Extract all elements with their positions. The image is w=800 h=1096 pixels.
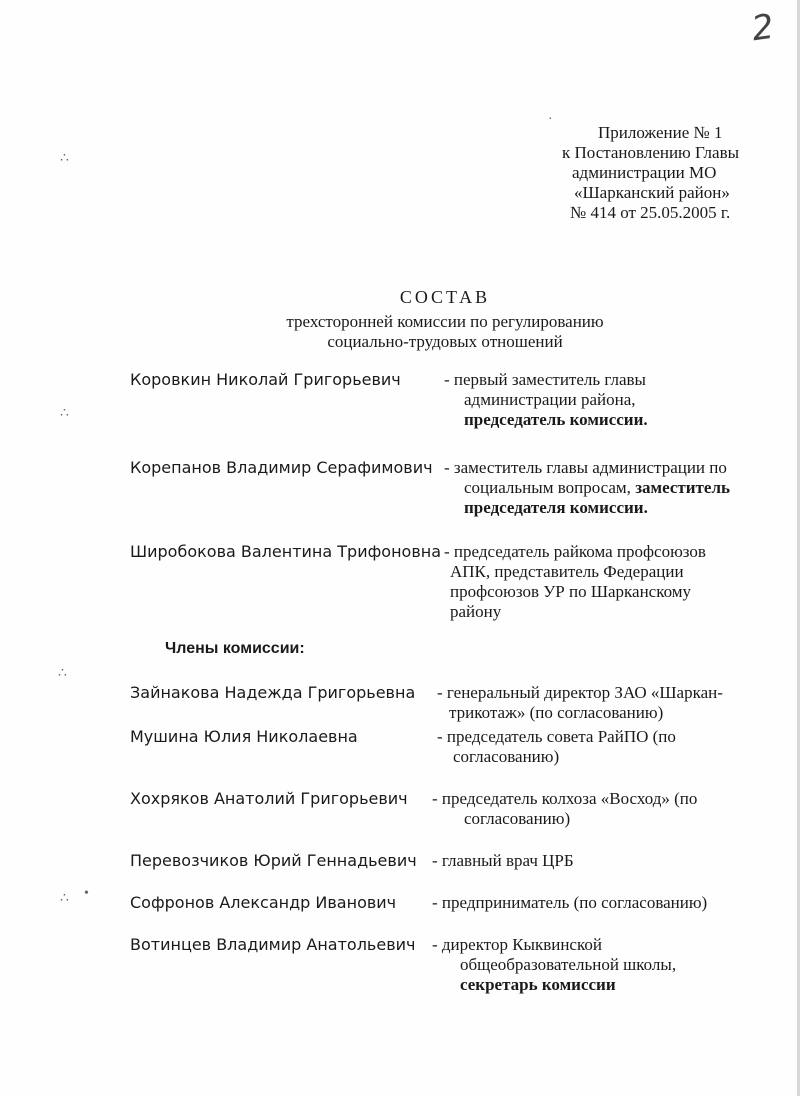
person-name: Зайнакова Надежда Григорьевна	[130, 683, 416, 702]
role-line: профсоюзов УР по Шарканскому	[450, 582, 692, 601]
member-name	[130, 893, 396, 913]
member-name	[130, 683, 415, 703]
leader-role	[444, 370, 648, 430]
header-line: Приложение № 1	[598, 123, 723, 142]
role-line: согласованию)	[453, 747, 560, 766]
person-name: Софронов Александр Иванович	[130, 893, 397, 912]
role-line-bold: председателя комиссии.	[464, 498, 648, 517]
member-name	[130, 851, 417, 871]
leader-role	[444, 458, 730, 518]
header-line: администрации МО	[572, 163, 717, 182]
handwritten-page-number: 2	[749, 6, 777, 50]
members-section-label: Члены комиссии:	[165, 640, 305, 657]
appendix-header	[562, 123, 739, 223]
role-line-bold: заместитель	[635, 478, 730, 497]
person-name: Мушина Юлия Николаевна	[130, 727, 358, 746]
document-subtitle-line: трехсторонней комиссии по регулированию	[286, 312, 604, 331]
role-line: - генеральный директор ЗАО «Шаркан-	[437, 683, 723, 702]
person-name: Коровкин Николай Григорьевич	[130, 370, 401, 389]
header-line: «Шарканский район»	[574, 183, 730, 202]
member-role	[432, 893, 707, 913]
role-line: - председатель колхоза «Восход» (по	[432, 789, 698, 808]
member-role	[437, 683, 723, 723]
punch-hole-mark: ∴	[60, 406, 69, 421]
punch-hole-mark: ∴	[60, 891, 69, 906]
role-line: району	[450, 602, 502, 621]
scan-speck: •	[84, 886, 89, 901]
person-name: Вотинцев Владимир Анатольевич	[130, 935, 416, 954]
person-name: Широбокова Валентина Трифоновна	[130, 542, 442, 561]
person-name: Перевозчиков Юрий Геннадьевич	[130, 851, 417, 870]
role-line-bold: председатель комиссии.	[464, 410, 648, 429]
role-line: - главный врач ЦРБ	[432, 851, 574, 870]
person-name: Корепанов Владимир Серафимович	[130, 458, 433, 477]
member-role	[432, 789, 697, 829]
role-line: - директор Кыквинской	[432, 935, 602, 954]
member-role	[432, 851, 574, 871]
leader-name	[130, 458, 433, 478]
role-line: согласованию)	[464, 809, 571, 828]
scan-speck: ·	[548, 112, 553, 127]
header-line: к Постановлению Главы	[562, 143, 740, 162]
punch-hole-mark: ∴	[58, 666, 67, 681]
role-line: - заместитель главы администрации по	[444, 458, 727, 477]
leader-name	[130, 370, 401, 390]
punch-hole-mark: ∴	[60, 151, 69, 166]
person-name: Хохряков Анатолий Григорьевич	[130, 789, 408, 808]
member-role	[437, 727, 676, 767]
leader-name	[130, 542, 441, 562]
member-name	[130, 789, 408, 809]
leader-role	[444, 542, 706, 622]
document-subtitle-line: социально-трудовых отношений	[327, 332, 563, 351]
member-name	[130, 935, 415, 955]
role-line: социальным вопросам,	[464, 478, 631, 497]
role-line: - предприниматель (по согласованию)	[432, 893, 708, 912]
member-role	[432, 935, 676, 995]
role-line: - первый заместитель главы	[444, 370, 646, 389]
role-line: - председатель совета РайПО (по	[437, 727, 676, 746]
role-line: - председатель райкома профсоюзов	[444, 542, 706, 561]
role-line: общеобразовательной школы,	[460, 955, 677, 974]
role-line: АПК, представитель Федерации	[450, 562, 684, 581]
header-line: № 414 от 25.05.2005 г.	[570, 203, 731, 222]
role-line: трикотаж» (по согласованию)	[449, 703, 664, 722]
member-name	[130, 727, 358, 747]
role-line: администрации района,	[464, 390, 636, 409]
role-line-bold: секретарь комиссии	[460, 975, 616, 994]
document-title: СОСТАВ	[399, 287, 491, 307]
